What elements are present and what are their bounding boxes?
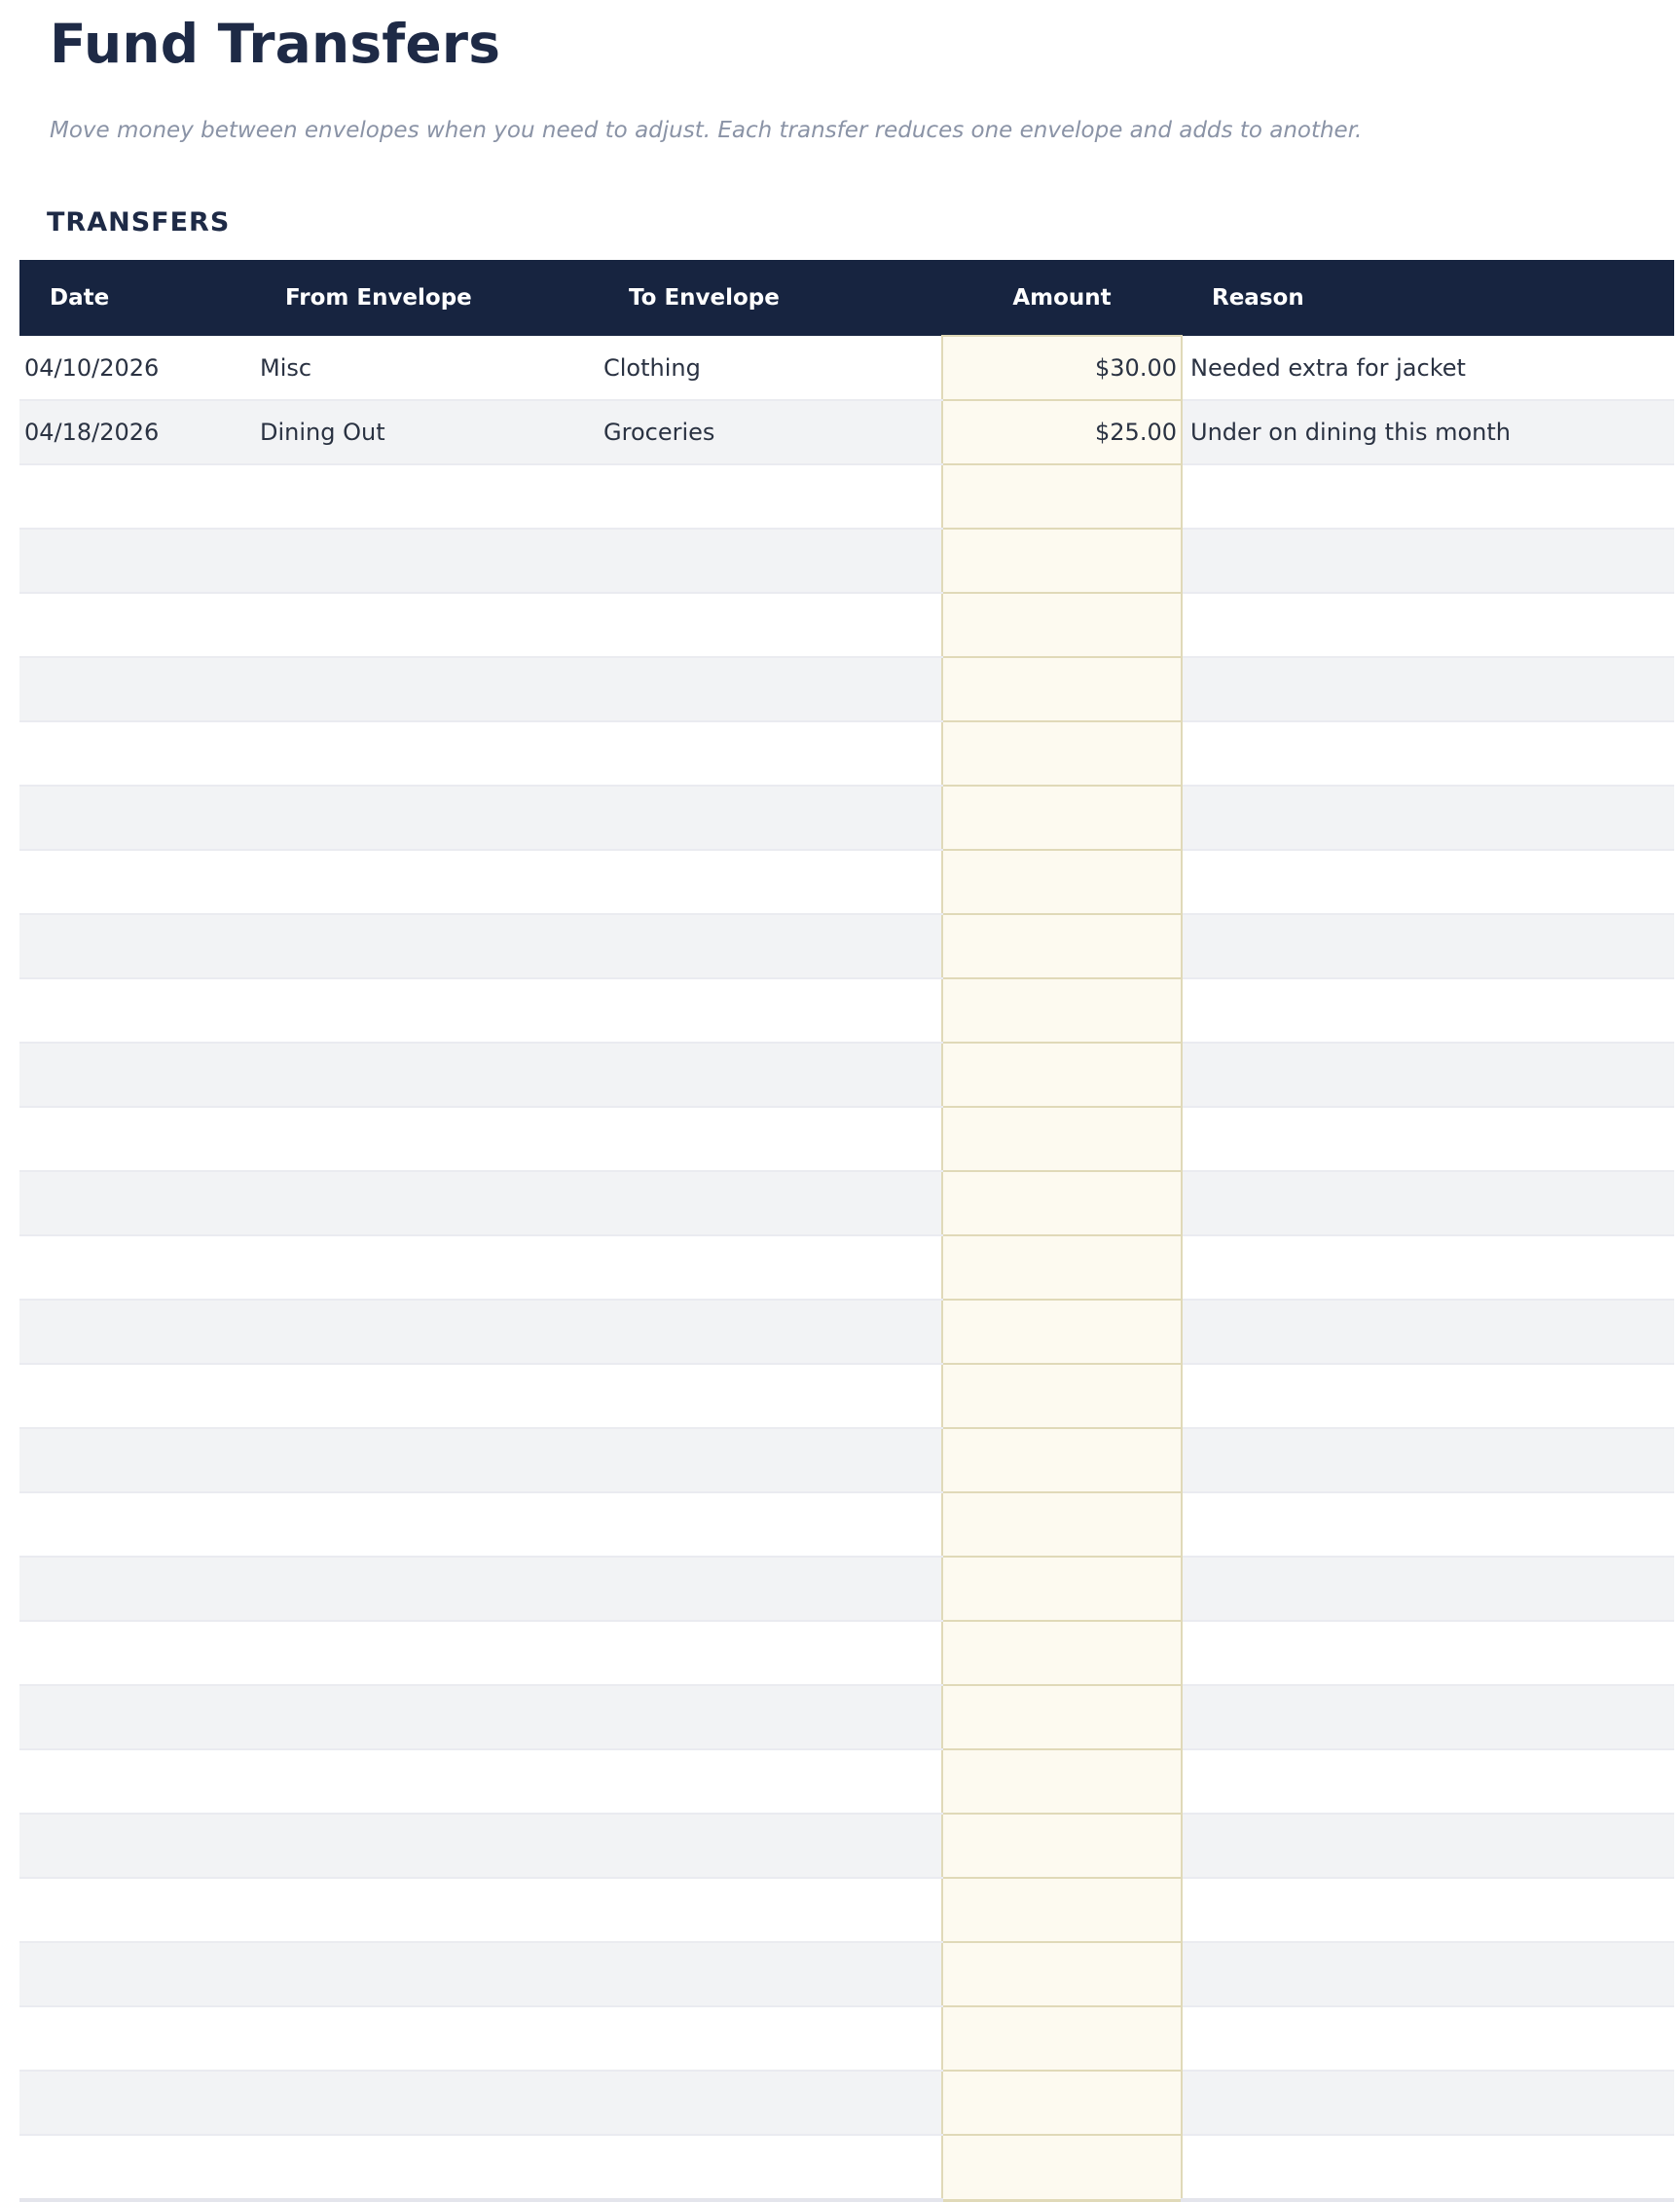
transfer-row: [19, 2006, 1674, 2071]
column-header-amount: Amount: [942, 260, 1182, 336]
cell-to-envelope[interactable]: Groceries: [599, 400, 942, 464]
transfer-row: [19, 464, 1674, 529]
cell-from-envelope[interactable]: [255, 1942, 599, 2006]
cell-from-envelope[interactable]: [255, 1492, 599, 1557]
cell-to-envelope[interactable]: [599, 978, 942, 1043]
cell-date[interactable]: [19, 1878, 255, 1942]
cell-from-envelope[interactable]: [255, 1364, 599, 1428]
cell-amount[interactable]: [942, 1749, 1182, 1814]
table-header-row: [19, 260, 1674, 336]
cell-from-envelope[interactable]: [255, 1171, 599, 1235]
page: [0, 12, 1680, 2202]
transfer-row: [19, 593, 1674, 657]
cell-reason[interactable]: [1182, 1749, 1674, 1814]
cell-reason[interactable]: [1182, 978, 1674, 1043]
cell-reason[interactable]: [1182, 1043, 1674, 1107]
cell-date[interactable]: [19, 2135, 255, 2200]
cell-amount[interactable]: [942, 1364, 1182, 1428]
cell-to-envelope[interactable]: [599, 1878, 942, 1942]
cell-reason[interactable]: [1182, 1942, 1674, 2006]
cell-date[interactable]: [19, 914, 255, 978]
cell-amount[interactable]: [942, 1557, 1182, 1621]
cell-to-envelope[interactable]: [599, 464, 942, 529]
transfer-row: [19, 1300, 1674, 1364]
transfer-row: [19, 850, 1674, 914]
cell-from-envelope[interactable]: [255, 1621, 599, 1685]
transfer-row: [19, 1235, 1674, 1300]
transfer-row: [19, 2071, 1674, 2135]
cell-to-envelope[interactable]: [599, 593, 942, 657]
column-header-date: Date: [19, 260, 255, 336]
cell-to-envelope[interactable]: [599, 1492, 942, 1557]
cell-date[interactable]: [19, 1814, 255, 1878]
transfer-row: [19, 1107, 1674, 1171]
cell-from-envelope[interactable]: [255, 529, 599, 593]
cell-to-envelope[interactable]: [599, 1621, 942, 1685]
cell-to-envelope[interactable]: [599, 786, 942, 850]
cell-date[interactable]: [19, 786, 255, 850]
cell-to-envelope[interactable]: Clothing: [599, 336, 942, 400]
cell-from-envelope[interactable]: [255, 1235, 599, 1300]
cell-from-envelope[interactable]: [255, 593, 599, 657]
cell-amount[interactable]: [942, 1171, 1182, 1235]
cell-reason[interactable]: [1182, 786, 1674, 850]
cell-amount[interactable]: [942, 1814, 1182, 1878]
cell-date[interactable]: [19, 1428, 255, 1492]
cell-to-envelope[interactable]: [599, 529, 942, 593]
cell-reason[interactable]: [1182, 1107, 1674, 1171]
transfer-row: [19, 1942, 1674, 2006]
cell-amount[interactable]: [942, 1492, 1182, 1557]
cell-amount[interactable]: [942, 1107, 1182, 1171]
cell-date[interactable]: [19, 1685, 255, 1749]
cell-reason[interactable]: [1182, 593, 1674, 657]
cell-reason[interactable]: [1182, 850, 1674, 914]
cell-reason[interactable]: [1182, 1235, 1674, 1300]
cell-from-envelope[interactable]: [255, 1557, 599, 1621]
cell-from-envelope[interactable]: [255, 850, 599, 914]
section-label: TRANSFERS: [47, 207, 231, 238]
cell-to-envelope[interactable]: [599, 1942, 942, 2006]
cell-from-envelope[interactable]: [255, 1749, 599, 1814]
cell-from-envelope[interactable]: [255, 2006, 599, 2071]
transfer-row: [19, 1749, 1674, 1814]
column-header-to-envelope: To Envelope: [599, 260, 942, 336]
cell-date[interactable]: [19, 1942, 255, 2006]
transfer-row: [19, 657, 1674, 721]
cell-date[interactable]: [19, 1364, 255, 1428]
cell-to-envelope[interactable]: [599, 2006, 942, 2071]
cell-amount[interactable]: [942, 1235, 1182, 1300]
cell-reason[interactable]: [1182, 1300, 1674, 1364]
cell-date[interactable]: [19, 1043, 255, 1107]
cell-reason[interactable]: Needed extra for jacket: [1182, 336, 1674, 400]
cell-date[interactable]: [19, 1557, 255, 1621]
cell-to-envelope[interactable]: [599, 1364, 942, 1428]
cell-reason[interactable]: [1182, 914, 1674, 978]
cell-to-envelope[interactable]: [599, 1300, 942, 1364]
cell-reason[interactable]: [1182, 2006, 1674, 2071]
cell-date[interactable]: [19, 1171, 255, 1235]
cell-from-envelope[interactable]: [255, 1043, 599, 1107]
transfer-row: [19, 1557, 1674, 1621]
cell-amount[interactable]: [942, 464, 1182, 529]
cell-amount[interactable]: $30.00: [942, 336, 1182, 400]
cell-from-envelope[interactable]: [255, 464, 599, 529]
cell-to-envelope[interactable]: [599, 1235, 942, 1300]
transfer-row: [19, 1621, 1674, 1685]
cell-reason[interactable]: [1182, 657, 1674, 721]
cell-from-envelope[interactable]: Dining Out: [255, 400, 599, 464]
cell-from-envelope[interactable]: [255, 657, 599, 721]
transfer-row: [19, 1814, 1674, 1878]
cell-date[interactable]: [19, 1235, 255, 1300]
cell-amount[interactable]: [942, 1043, 1182, 1107]
cell-to-envelope[interactable]: [599, 1043, 942, 1107]
cell-date[interactable]: [19, 850, 255, 914]
cell-to-envelope[interactable]: [599, 2135, 942, 2200]
cell-from-envelope[interactable]: [255, 1878, 599, 1942]
cell-to-envelope[interactable]: [599, 1685, 942, 1749]
cell-amount[interactable]: [942, 721, 1182, 786]
page-title: Fund Transfers: [50, 13, 501, 75]
column-header-from-envelope: From Envelope: [255, 260, 599, 336]
page-subtitle: Move money between envelopes when you need to adjust. Each transfer reduces one envelope and adds to another.: [50, 118, 1363, 143]
cell-reason[interactable]: [1182, 1685, 1674, 1749]
transfers-table: [19, 260, 1674, 2202]
cell-from-envelope[interactable]: [255, 1814, 599, 1878]
cell-date[interactable]: 04/18/2026: [19, 400, 255, 464]
cell-reason[interactable]: [1182, 1171, 1674, 1235]
cell-reason[interactable]: [1182, 1428, 1674, 1492]
transfer-row: [19, 914, 1674, 978]
cell-amount[interactable]: [942, 786, 1182, 850]
cell-to-envelope[interactable]: [599, 1814, 942, 1878]
cell-date[interactable]: [19, 657, 255, 721]
cell-from-envelope[interactable]: [255, 978, 599, 1043]
transfer-row: [19, 400, 1674, 464]
cell-amount[interactable]: [942, 593, 1182, 657]
cell-date[interactable]: [19, 529, 255, 593]
cell-date[interactable]: 04/10/2026: [19, 336, 255, 400]
cell-from-envelope[interactable]: Misc: [255, 336, 599, 400]
transfer-row: [19, 978, 1674, 1043]
cell-to-envelope[interactable]: [599, 1171, 942, 1235]
cell-date[interactable]: [19, 1749, 255, 1814]
cell-amount[interactable]: [942, 1685, 1182, 1749]
transfer-row: [19, 721, 1674, 786]
cell-to-envelope[interactable]: [599, 721, 942, 786]
cell-date[interactable]: [19, 593, 255, 657]
cell-to-envelope[interactable]: [599, 850, 942, 914]
cell-reason[interactable]: [1182, 1492, 1674, 1557]
cell-to-envelope[interactable]: [599, 657, 942, 721]
cell-from-envelope[interactable]: [255, 1107, 599, 1171]
cell-reason[interactable]: [1182, 2135, 1674, 2200]
transfer-row: [19, 1492, 1674, 1557]
transfer-row: [19, 786, 1674, 850]
cell-date[interactable]: [19, 2006, 255, 2071]
cell-date[interactable]: [19, 1300, 255, 1364]
cell-date[interactable]: [19, 2071, 255, 2135]
table-header: [19, 260, 1674, 336]
cell-date[interactable]: [19, 1107, 255, 1171]
cell-amount[interactable]: [942, 2071, 1182, 2135]
cell-date[interactable]: [19, 464, 255, 529]
cell-from-envelope[interactable]: [255, 2071, 599, 2135]
cell-amount[interactable]: [942, 978, 1182, 1043]
transfer-row: [19, 2135, 1674, 2200]
cell-to-envelope[interactable]: [599, 1428, 942, 1492]
cell-from-envelope[interactable]: [255, 1300, 599, 1364]
cell-to-envelope[interactable]: [599, 1749, 942, 1814]
cell-date[interactable]: [19, 721, 255, 786]
transfer-row: [19, 529, 1674, 593]
cell-reason[interactable]: [1182, 2071, 1674, 2135]
cell-reason[interactable]: [1182, 1814, 1674, 1878]
cell-amount[interactable]: [942, 657, 1182, 721]
cell-amount[interactable]: [942, 2135, 1182, 2200]
cell-reason[interactable]: [1182, 464, 1674, 529]
cell-date[interactable]: [19, 1621, 255, 1685]
transfers-table-body: [19, 336, 1674, 2200]
cell-amount[interactable]: [942, 1621, 1182, 1685]
cell-to-envelope[interactable]: [599, 914, 942, 978]
cell-reason[interactable]: [1182, 1557, 1674, 1621]
transfer-row: [19, 1171, 1674, 1235]
transfer-row: [19, 1878, 1674, 1942]
cell-amount[interactable]: [942, 1300, 1182, 1364]
transfer-row: [19, 1428, 1674, 1492]
cell-date[interactable]: [19, 978, 255, 1043]
cell-amount[interactable]: [942, 2006, 1182, 2071]
cell-reason[interactable]: [1182, 1878, 1674, 1942]
cell-reason[interactable]: [1182, 1621, 1674, 1685]
cell-amount[interactable]: [942, 914, 1182, 978]
cell-from-envelope[interactable]: [255, 721, 599, 786]
cell-to-envelope[interactable]: [599, 2071, 942, 2135]
cell-amount[interactable]: [942, 850, 1182, 914]
cell-reason[interactable]: [1182, 529, 1674, 593]
cell-reason[interactable]: [1182, 721, 1674, 786]
cell-from-envelope[interactable]: [255, 2135, 599, 2200]
cell-from-envelope[interactable]: [255, 1685, 599, 1749]
cell-to-envelope[interactable]: [599, 1107, 942, 1171]
cell-reason[interactable]: Under on dining this month: [1182, 400, 1674, 464]
transfer-row: [19, 1043, 1674, 1107]
cell-from-envelope[interactable]: [255, 786, 599, 850]
transfer-row: [19, 1364, 1674, 1428]
cell-from-envelope[interactable]: [255, 914, 599, 978]
cell-date[interactable]: [19, 1492, 255, 1557]
cell-from-envelope[interactable]: [255, 1428, 599, 1492]
cell-to-envelope[interactable]: [599, 1557, 942, 1621]
cell-reason[interactable]: [1182, 1364, 1674, 1428]
transfer-row: [19, 1685, 1674, 1749]
cell-amount[interactable]: [942, 1428, 1182, 1492]
cell-amount[interactable]: [942, 529, 1182, 593]
cell-amount[interactable]: [942, 1878, 1182, 1942]
column-header-reason: Reason: [1182, 260, 1674, 336]
transfer-row: [19, 336, 1674, 400]
cell-amount[interactable]: [942, 1942, 1182, 2006]
cell-amount[interactable]: $25.00: [942, 400, 1182, 464]
